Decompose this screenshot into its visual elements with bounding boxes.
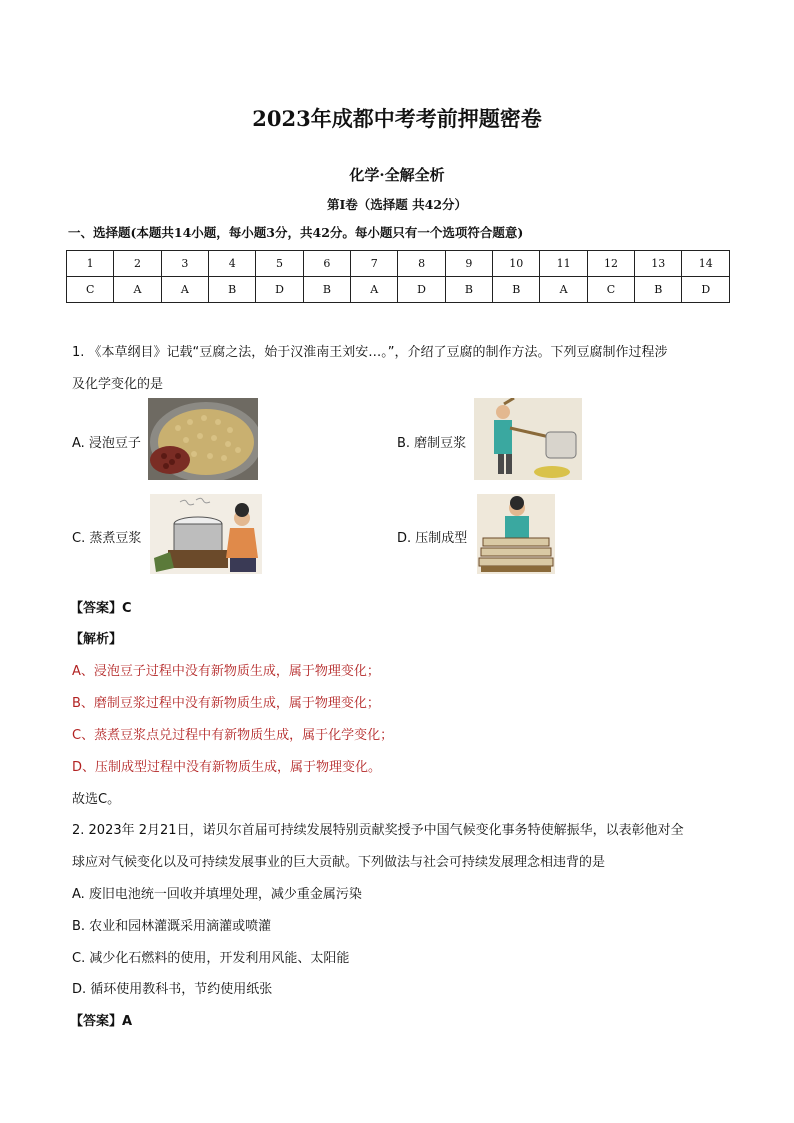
- table-cell: B: [445, 277, 492, 303]
- q1-option-a: A. 浸泡豆子: [72, 436, 141, 451]
- q2-option-b: B. 农业和园林灌溉采用滴灌或喷灌: [72, 919, 272, 934]
- q1-option-d: D. 压制成型: [397, 531, 468, 546]
- table-cell: 1: [67, 251, 114, 277]
- table-cell: B: [635, 277, 682, 303]
- table-cell: 10: [493, 251, 540, 277]
- q1-stem-line1: 1. 《本草纲目》记载“豆腐之法，始于汉淮南王刘安…。”，介绍了豆腐的制作方法。下列豆腐制作过程涉: [72, 345, 668, 360]
- table-cell: 12: [587, 251, 634, 277]
- q2-option-c: C. 减少化石燃料的使用，开发利用风能、太阳能: [72, 951, 350, 966]
- table-cell: 2: [114, 251, 161, 277]
- answer-table-answer-row: [67, 277, 730, 303]
- page-subtitle: 化学·全解全析: [349, 166, 445, 184]
- q1-option-c: C. 蒸煮豆浆: [72, 531, 142, 546]
- answer-label: 【答案】: [70, 601, 123, 616]
- q1-analysis-c: C、蒸煮豆浆点兑过程中有新物质生成，属于化学变化；: [72, 728, 394, 743]
- q1-analysis-label: 【解析】: [70, 632, 123, 647]
- table-cell: D: [398, 277, 445, 303]
- q2-option-a: A. 废旧电池统一回收并填埋处理，减少重金属污染: [72, 887, 362, 902]
- q1-analysis-a: A、浸泡豆子过程中没有新物质生成，属于物理变化；: [72, 664, 380, 679]
- q2-answer: [70, 1010, 132, 1029]
- table-cell: 3: [161, 251, 208, 277]
- q1-option-b: B. 磨制豆浆: [397, 436, 467, 451]
- table-cell: 7: [351, 251, 398, 277]
- table-cell: 13: [635, 251, 682, 277]
- table-cell: A: [161, 277, 208, 303]
- grinding-soymilk-image: [474, 398, 582, 480]
- table-cell: B: [209, 277, 256, 303]
- table-cell: 14: [682, 251, 730, 277]
- q2-stem-line1: 2. 2023年 2月21日，诺贝尔首届可持续发展特别贡献奖授予中国气候变化事务特使解振华，以表彰他对全: [72, 823, 684, 838]
- table-cell: C: [67, 277, 114, 303]
- table-cell: 5: [256, 251, 303, 277]
- answer-label: 【答案】: [70, 1014, 123, 1029]
- pressing-tofu-image: [477, 494, 555, 574]
- q1-conclusion: 故选C。: [72, 792, 121, 807]
- table-cell: A: [114, 277, 161, 303]
- q2-stem-line2: 球应对气候变化以及可持续发展事业的巨大贡献。下列做法与社会可持续发展理念相违背的是: [72, 855, 606, 870]
- table-cell: C: [587, 277, 634, 303]
- table-cell: B: [493, 277, 540, 303]
- table-cell: 9: [445, 251, 492, 277]
- q1-analysis-d: D、压制成型过程中没有新物质生成，属于物理变化。: [72, 760, 382, 775]
- table-cell: A: [351, 277, 398, 303]
- table-cell: 8: [398, 251, 445, 277]
- table-cell: 6: [303, 251, 350, 277]
- table-cell: D: [256, 277, 303, 303]
- table-cell: 4: [209, 251, 256, 277]
- table-cell: 11: [540, 251, 587, 277]
- answer-table: [66, 250, 730, 303]
- answer-value: C: [122, 601, 132, 616]
- page-title: 2023年成都中考考前押题密卷: [252, 106, 542, 131]
- section-title: 第Ⅰ卷（选择题 共42分）: [326, 197, 468, 212]
- q1-analysis-b: B、磨制豆浆过程中没有新物质生成，属于物理变化；: [72, 696, 380, 711]
- table-cell: D: [682, 277, 730, 303]
- question-group-heading: 一、选择题(本题共14小题，每小题3分，共42分。每小题只有一个选项符合题意): [68, 225, 524, 240]
- table-cell: A: [540, 277, 587, 303]
- soaking-beans-image: [148, 398, 258, 480]
- answer-value: A: [122, 1014, 133, 1029]
- q1-answer: [70, 597, 132, 616]
- table-cell: B: [303, 277, 350, 303]
- answer-table-number-row: [67, 251, 730, 277]
- q1-stem-line2: 及化学变化的是: [72, 377, 164, 392]
- q2-option-d: D. 循环使用教科书，节约使用纸张: [72, 982, 273, 997]
- cooking-soymilk-image: [150, 494, 262, 574]
